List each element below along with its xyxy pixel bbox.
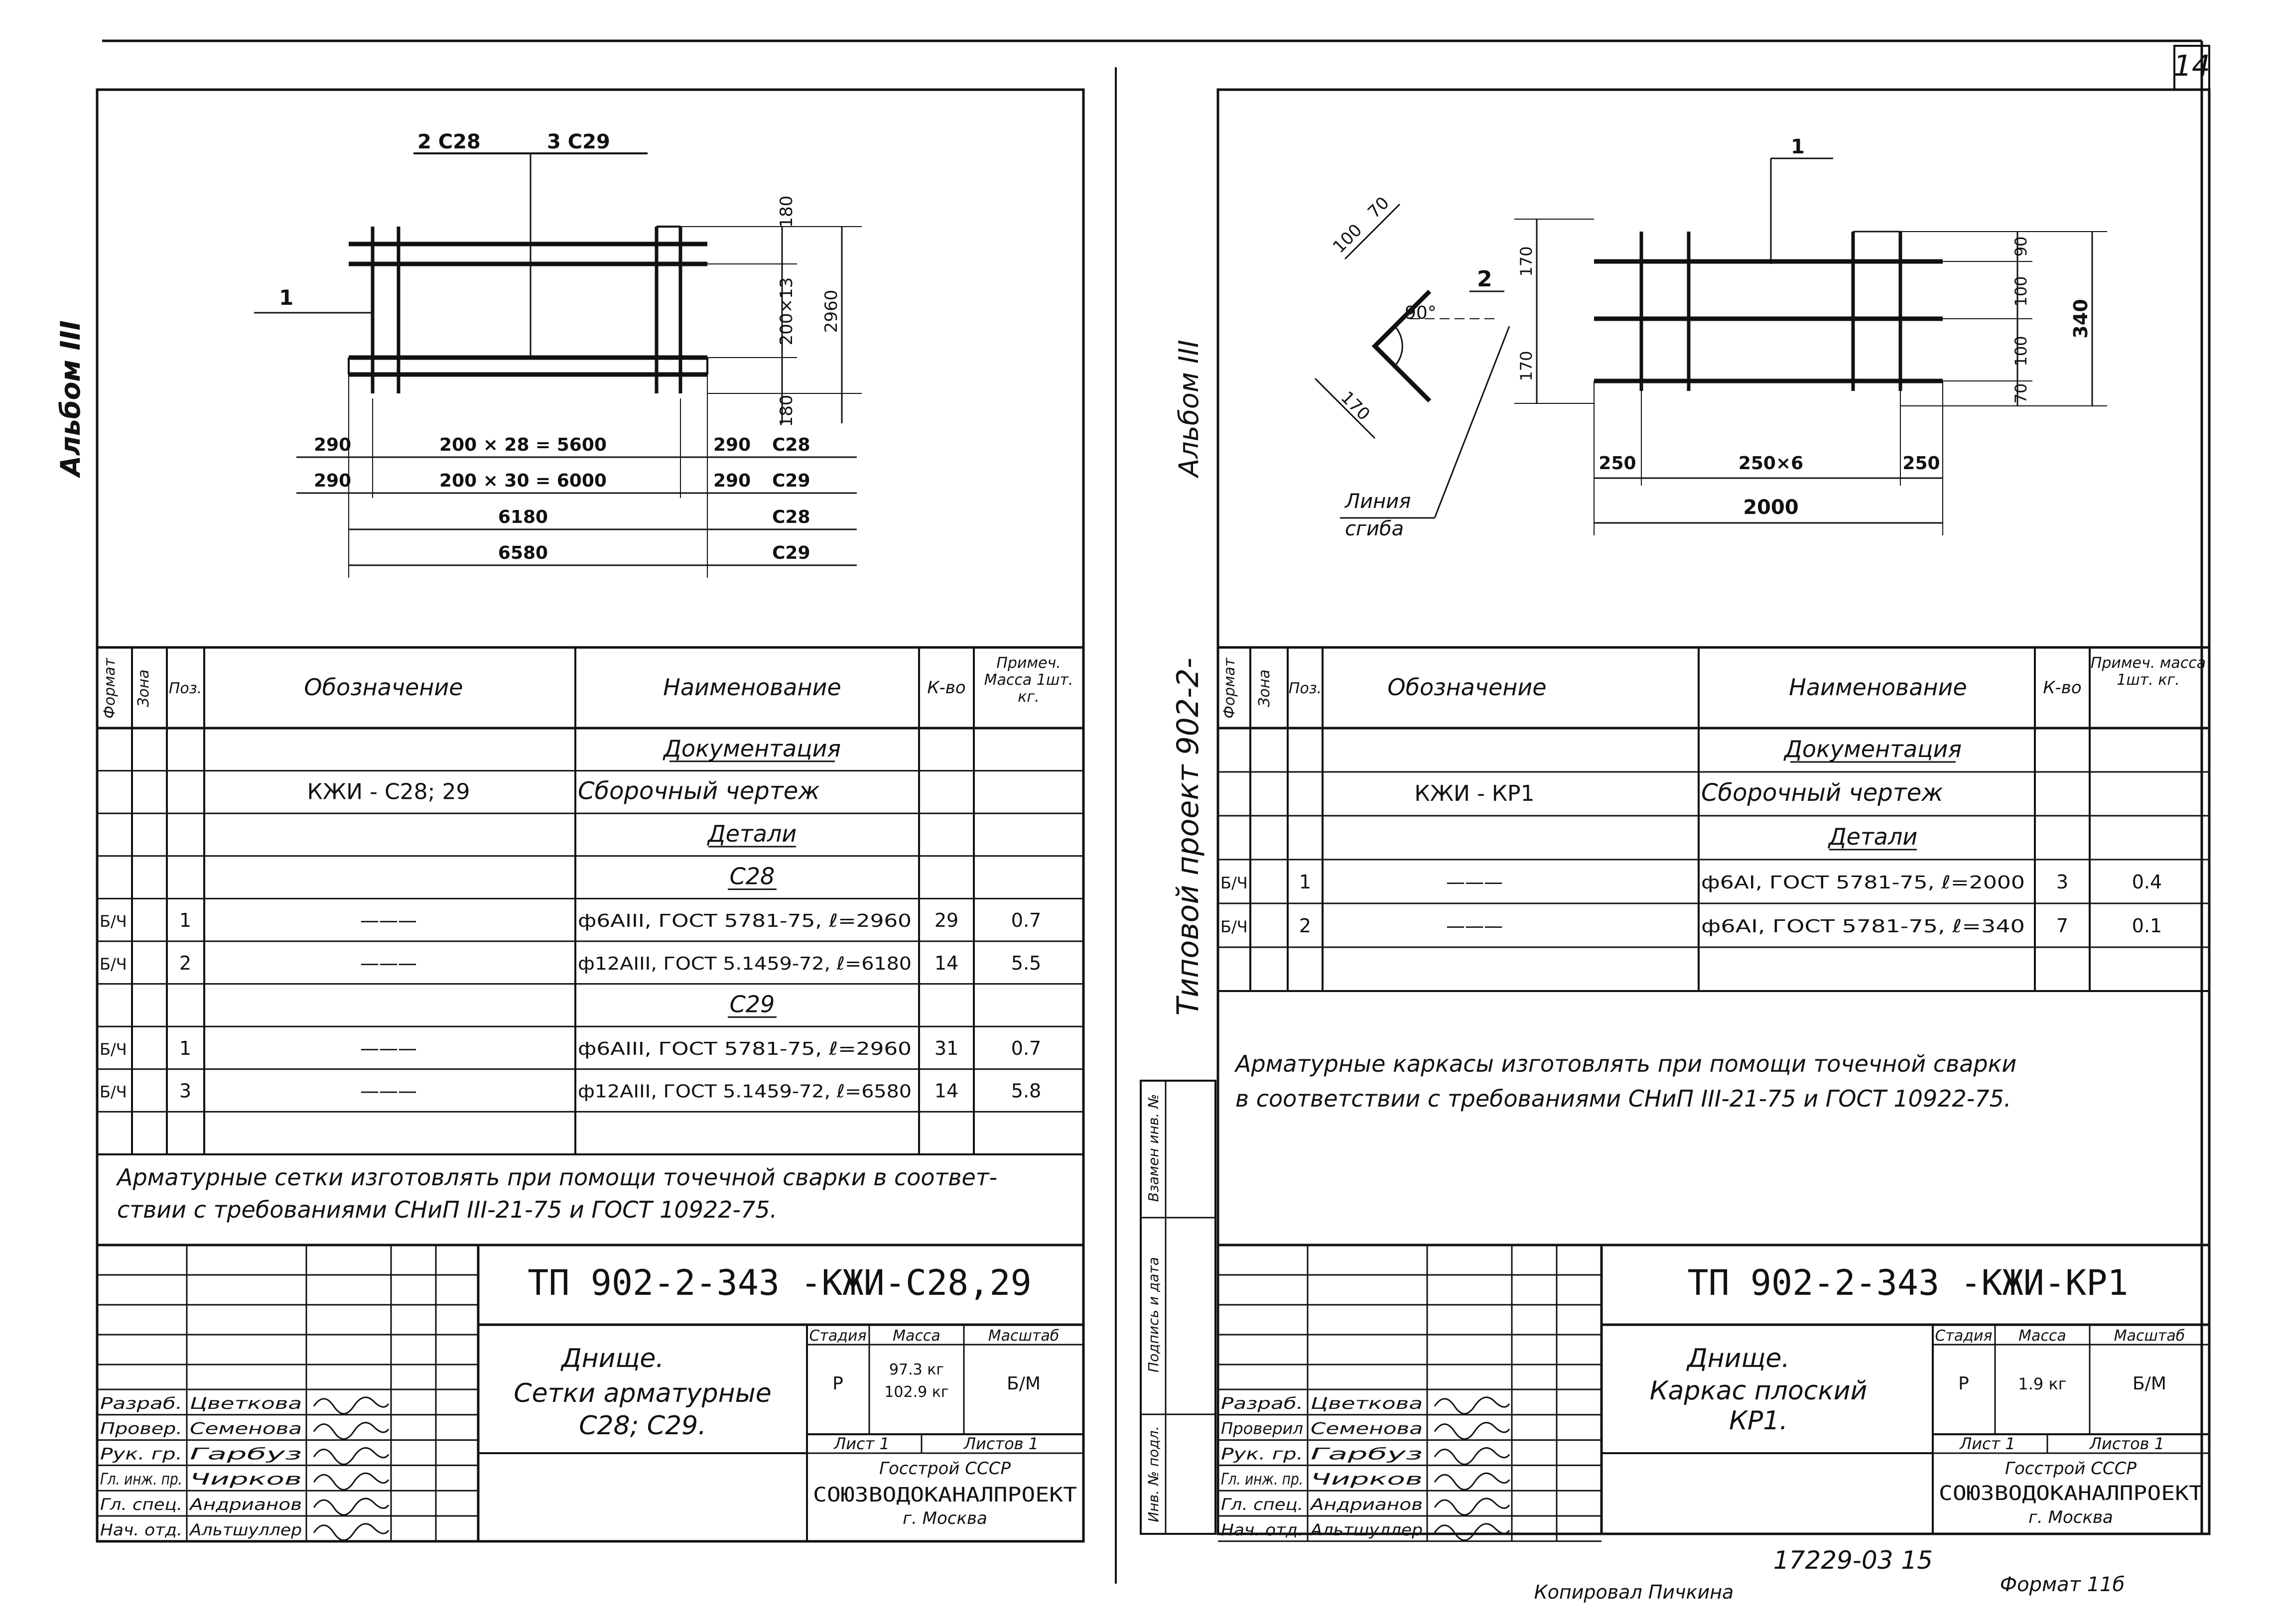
signer-name: Альтшуллер [1309, 1520, 1423, 1539]
signature-mark [1435, 1423, 1509, 1439]
l-cell-name: С29 [729, 991, 775, 1018]
l-cell-pos: 1 [179, 1037, 192, 1059]
l-cell-qty: 29 [934, 909, 959, 932]
l-cell-name: ф12АIII, ГОСТ 5.1459-72, ℓ=6180 [578, 953, 912, 974]
bend-100: 100 [1329, 220, 1366, 257]
r-cell-des: КЖИ - КР1 [1414, 781, 1535, 806]
left-hdr-name: Наименование [663, 674, 841, 701]
hdim-r2-d: С29 [772, 471, 810, 491]
left-mesh-drawing [254, 130, 862, 578]
right-tb-scale-h: Масштаб [2114, 1327, 2185, 1345]
hdim-250-r: 250 [1902, 453, 1940, 474]
left-hdr-note-wrap [976, 650, 1081, 725]
signature-mark [314, 1448, 389, 1464]
l-cell-qty: 14 [934, 952, 959, 974]
l-cell-fmt: Б/Ч [100, 1082, 127, 1102]
r-cell-note: 0.4 [2132, 871, 2162, 893]
left-tb-sheet: Лист 1 [834, 1434, 890, 1453]
l-cell-des: ——— [360, 909, 417, 932]
signer-name: Чирков [190, 1470, 302, 1489]
hdim-r2-b: 200 × 30 = 6000 [439, 471, 607, 491]
left-hdr-qty: К-во [927, 678, 966, 698]
r-cell-name: ф6АI, ГОСТ 5781-75, ℓ=340 [1701, 916, 2025, 937]
signer-role: Рук. гр. [1221, 1444, 1303, 1464]
hdim-r3-b: С28 [772, 507, 810, 527]
signature-mark [314, 1473, 389, 1490]
left-tb-mass-h: Масса [893, 1327, 940, 1345]
signature-mark [1435, 1448, 1509, 1464]
right-tb-org-1: Госстрой СССР [2005, 1459, 2137, 1479]
right-vdim-100a: 100 [2011, 276, 2030, 307]
r-cell-des: ——— [1446, 871, 1503, 893]
hdim-r1-d: С28 [772, 435, 810, 455]
right-tb-sheet: Лист 1 [1960, 1434, 2015, 1453]
right-hdr-pos: Поз. [1288, 680, 1322, 697]
left-hdr-format: Формат [101, 658, 119, 719]
signer-name: Андрианов [188, 1495, 302, 1514]
right-vdim-70: 70 [2011, 383, 2030, 404]
signer-role: Рук. гр. [100, 1444, 182, 1464]
right-tb-scale: Б/М [2133, 1374, 2166, 1394]
signer-role: Разраб. [1221, 1393, 1303, 1413]
hdim-r1-b: 200 × 28 = 5600 [439, 435, 607, 455]
right-note-line1: Арматурные каркасы изготовлять при помощи точечной сварки [1235, 1050, 2017, 1077]
callout-c28: 2 С28 [417, 130, 481, 153]
right-project-label: Типовой проект 902-2- [1171, 657, 1205, 1016]
left-title-block [97, 1245, 1083, 1541]
right-title-block [1218, 1245, 2209, 1541]
l-cell-fmt: Б/Ч [100, 1040, 127, 1059]
signer-role: Гл. спец. [100, 1495, 182, 1514]
l-cell-note: 0.7 [1011, 1037, 1042, 1059]
r-cell-des: ——— [1446, 915, 1503, 937]
bend-label-1: Линия [1345, 490, 1411, 513]
left-tb-org-1: Госстрой СССР [879, 1459, 1011, 1479]
left-pos1: 1 [279, 285, 294, 310]
right-hdr-format: Формат [1221, 658, 1238, 719]
right-album-label: Альбом III [1173, 340, 1204, 477]
left-tb-sheets: Листов 1 [963, 1434, 1039, 1453]
l-cell-name: С28 [729, 863, 775, 890]
right-tb-title-3: КР1. [1729, 1406, 1788, 1436]
bend-90deg: 90° [1405, 303, 1437, 323]
signature-mark [1435, 1397, 1509, 1414]
right-note [1218, 991, 2209, 1112]
bend-70: 70 [1364, 193, 1393, 223]
l-cell-note: 5.5 [1011, 952, 1042, 974]
signer-role: Нач. отд. [100, 1520, 182, 1539]
r-cell-qty: 7 [2056, 915, 2069, 937]
signature-mark [314, 1423, 389, 1439]
signer-role: Разраб. [100, 1393, 182, 1413]
l-cell-fmt: Б/Ч [100, 912, 127, 931]
left-hdr-zone: Зона [135, 669, 152, 707]
right-hdr-zone: Зона [1256, 669, 1273, 707]
r-cell-name: Детали [1828, 823, 1918, 850]
right-spec-table [1218, 647, 2209, 991]
left-hdr-pos: Поз. [168, 680, 202, 697]
left-note-line1: Арматурные сетки изготовлять при помощи точечной сварки в соответ- [117, 1164, 998, 1191]
left-tb-code: ТП 902-2-343 -КЖИ-С28,29 [528, 1262, 1032, 1303]
signer-role: Гл. спец. [1221, 1495, 1303, 1514]
left-tb-scale-h: Масштаб [988, 1327, 1060, 1345]
left-tb-scale: Б/М [1007, 1374, 1041, 1394]
l-cell-note: 0.7 [1011, 909, 1042, 932]
signer-name: Альтшуллер [188, 1520, 302, 1539]
hdim-250x6: 250×6 [1738, 453, 1804, 474]
vdim-2960: 2960 [821, 289, 841, 333]
signature-mark [1435, 1473, 1509, 1490]
left-album-label: Альбом III [55, 320, 86, 477]
signer-role: Гл. инж. пр. [1221, 1470, 1303, 1489]
hdim-250-l: 250 [1599, 453, 1636, 474]
right-pos1: 1 [1791, 135, 1805, 158]
r-cell-qty: 3 [2056, 871, 2069, 893]
signer-name: Семенова [190, 1419, 302, 1438]
right-sheet [1141, 41, 2209, 1603]
l-cell-pos: 3 [179, 1080, 192, 1102]
right-vdim-90: 90 [2011, 236, 2030, 257]
l-cell-qty: 31 [934, 1037, 959, 1059]
l-cell-pos: 1 [179, 909, 192, 932]
left-hdr-note: Примеч. Масса 1шт. кг. [984, 654, 1073, 706]
hdim-2000: 2000 [1743, 496, 1799, 519]
page-number: 14 [2173, 49, 2210, 83]
l-cell-name: ф6АIII, ГОСТ 5781-75, ℓ=2960 [578, 911, 912, 932]
left-note [97, 1154, 1083, 1223]
stamp-inventory: Инв. № подл. [1145, 1426, 1162, 1522]
hdim-r4-b: С29 [772, 543, 810, 563]
right-tb-mass: 1.9 кг [2018, 1374, 2067, 1393]
right-tb-stage-h: Стадия [1935, 1327, 1993, 1345]
l-cell-name: Сборочный чертеж [578, 777, 820, 805]
l-cell-fmt: Б/Ч [100, 954, 127, 974]
right-hdr-qty: К-во [2043, 678, 2082, 698]
right-hdr-designation: Обозначение [1387, 674, 1547, 701]
l-cell-des: ——— [360, 1037, 417, 1059]
left-tb-mass-2: 102.9 кг [884, 1383, 949, 1401]
left-hdr-designation: Обозначение [304, 674, 463, 701]
left-spec-table [97, 647, 1083, 1154]
right-note-line2: в соответствии с требованиями СНиП III-21-75 и ГОСТ 10922-75. [1235, 1085, 2011, 1112]
right-tb-mass-h: Масса [2018, 1327, 2066, 1345]
signer-name: Цветкова [1311, 1393, 1423, 1413]
right-vdim-100b: 100 [2011, 336, 2030, 367]
right-frame [1218, 90, 2209, 1534]
r-cell-fmt: Б/Ч [1220, 917, 1248, 936]
l-cell-des: ——— [360, 952, 417, 974]
bend-ghost [1375, 346, 1420, 436]
signer-name: Гарбуз [1311, 1444, 1423, 1464]
left-vdim-170a: 170 [1517, 246, 1536, 277]
right-tb-sheets: Листов 1 [2089, 1434, 2165, 1453]
left-sheet [55, 90, 1083, 1541]
signer-name: Цветкова [190, 1393, 302, 1413]
vdim-180-bot: 180 [777, 394, 797, 427]
signature-mark [1435, 1499, 1509, 1515]
signer-role: Гл. инж. пр. [100, 1470, 182, 1489]
bend-label-2: сгиба [1345, 517, 1404, 540]
l-cell-pos: 2 [179, 952, 192, 974]
left-tb-title-3: С28; С29. [579, 1411, 706, 1441]
right-tb-org-2: СОЮЗВОДОКАНАЛПРОЕКТ [1939, 1482, 2203, 1505]
right-tb-code: ТП 902-2-343 -КЖИ-КР1 [1687, 1262, 2129, 1303]
l-cell-name: Детали [707, 820, 797, 847]
hdim-r2-a: 290 [314, 471, 352, 491]
signer-name: Чирков [1311, 1470, 1423, 1489]
r-cell-name: ф6АI, ГОСТ 5781-75, ℓ=2000 [1701, 873, 2025, 893]
r-cell-pos: 2 [1299, 915, 1312, 937]
stamp-replace: Взамен инв. № [1145, 1094, 1162, 1202]
right-tb-title-1: Днище. [1687, 1344, 1790, 1374]
right-tb-stage: Р [1958, 1374, 1969, 1394]
signer-name: Гарбуз [190, 1444, 302, 1464]
hdim-r2-c: 290 [713, 471, 751, 491]
right-hdr-name: Наименование [1789, 674, 1967, 701]
right-tb-title-2: Каркас плоский [1649, 1376, 1868, 1406]
bend-arc [1395, 326, 1402, 366]
signature-mark [314, 1397, 389, 1414]
signature-mark [1435, 1524, 1509, 1540]
l-cell-des: ——— [360, 1080, 417, 1102]
left-tb-org-2: СОЮЗВОДОКАНАЛПРОЕКТ [813, 1484, 1077, 1506]
r-cell-note: 0.1 [2132, 915, 2162, 937]
right-hdr-note: Примеч. масса 1шт. кг. [2090, 654, 2206, 689]
right-stamp-strip [1141, 1081, 1215, 1534]
l-cell-des: КЖИ - С28; 29 [307, 779, 470, 805]
vdim-180-top: 180 [777, 195, 797, 228]
right-frame-drawing [1315, 135, 2107, 540]
footer-copied: Копировал Пичкина [1534, 1581, 1734, 1603]
signature-mark [314, 1524, 389, 1540]
signer-role: Нач. отд. [1221, 1520, 1303, 1539]
left-note-line2: ствии с требованиями СНиП III-21-75 и ГОСТ 10922-75. [117, 1196, 778, 1223]
signature-mark [314, 1499, 389, 1515]
l-cell-name: Документация [663, 735, 841, 762]
right-pos2: 2 [1477, 266, 1492, 292]
footer-format: Формат 11б [2000, 1573, 2125, 1596]
left-tb-mass-1: 97.3 кг [889, 1361, 944, 1378]
signer-name: Семенова [1311, 1419, 1423, 1438]
right-vdim-340: 340 [2070, 299, 2092, 339]
hdim-r1-a: 290 [314, 435, 352, 455]
l-cell-name: ф12АIII, ГОСТ 5.1459-72, ℓ=6580 [578, 1081, 912, 1102]
l-cell-name: ф6АIII, ГОСТ 5781-75, ℓ=2960 [578, 1039, 912, 1059]
hdim-r3-a: 6180 [498, 507, 548, 527]
r-cell-fmt: Б/Ч [1220, 874, 1248, 892]
hdim-r4-a: 6580 [498, 543, 548, 563]
left-vdim-170b: 170 [1517, 351, 1536, 381]
vdim-200x13: 200×13 [777, 277, 797, 346]
r-cell-pos: 1 [1299, 871, 1312, 893]
signer-name: Андрианов [1309, 1495, 1423, 1514]
l-cell-qty: 14 [934, 1080, 959, 1102]
r-cell-name: Сборочный чертеж [1701, 779, 1943, 807]
signer-role: Проверил [1221, 1419, 1303, 1438]
left-tb-stage-h: Стадия [809, 1327, 867, 1345]
stamp-signature: Подпись и дата [1145, 1257, 1162, 1373]
left-tb-org-3: г. Москва [903, 1508, 987, 1528]
l-cell-note: 5.8 [1011, 1080, 1042, 1102]
left-tb-title-1: Днище. [561, 1344, 664, 1374]
bend-170: 170 [1336, 387, 1374, 425]
left-tb-stage: Р [832, 1374, 843, 1394]
r-cell-name: Документация [1784, 736, 1962, 762]
callout-c29: 3 С29 [547, 130, 610, 153]
hdim-r1-c: 290 [713, 435, 751, 455]
signer-role: Провер. [100, 1419, 182, 1438]
right-tb-org-3: г. Москва [2028, 1507, 2113, 1527]
footer-doc-number: 17229-03 15 [1773, 1546, 1933, 1575]
right-footer [1534, 1546, 2125, 1603]
right-hdr-note-wrap [2090, 650, 2207, 725]
left-tb-title-2: Сетки арматурные [514, 1378, 772, 1408]
bend-line-leader [1435, 326, 1509, 518]
